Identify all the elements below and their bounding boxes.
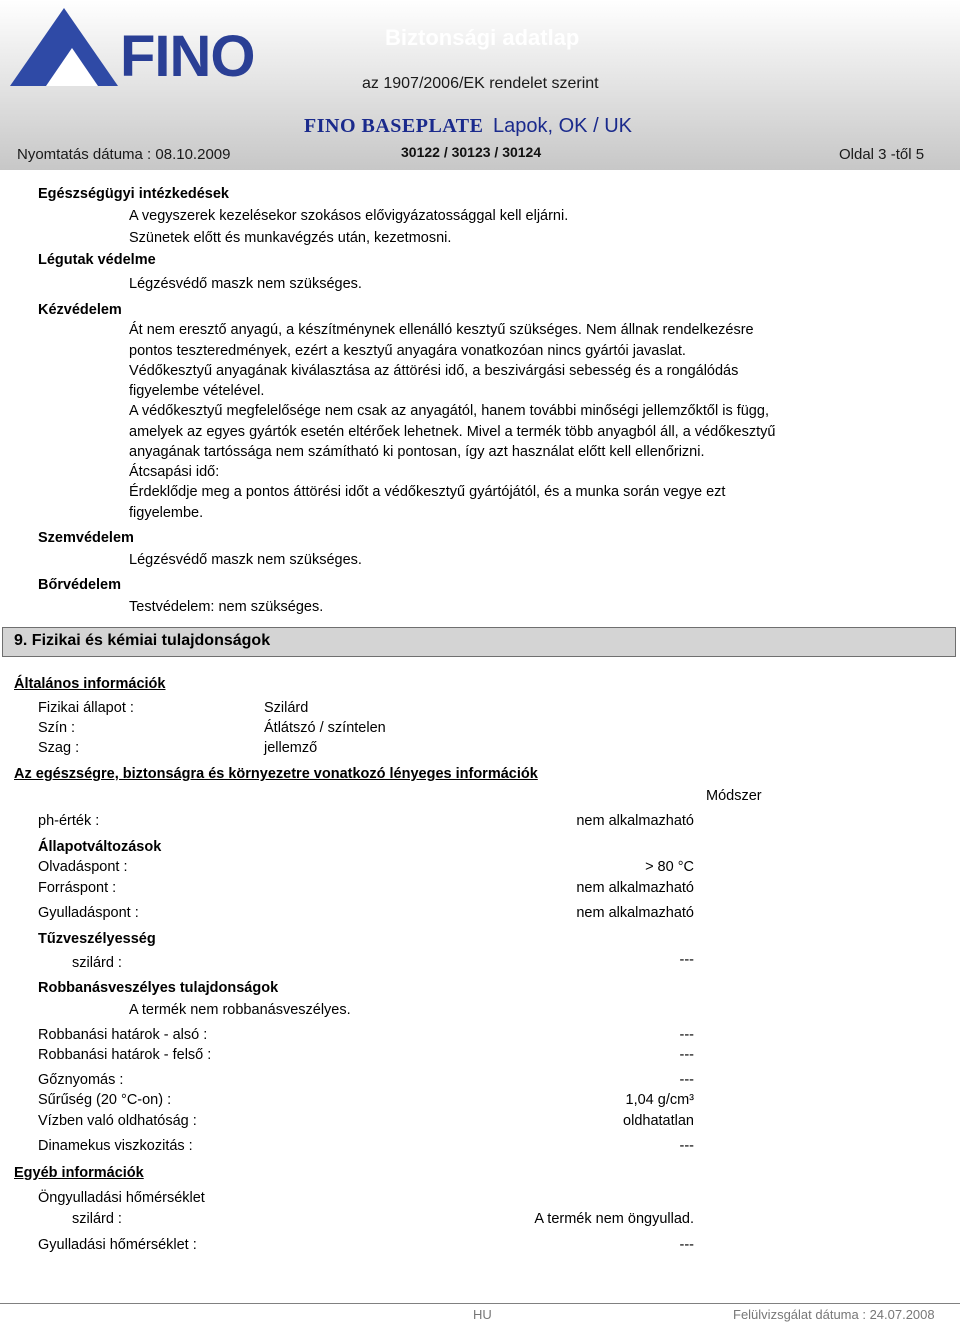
- melting-point-value: > 80 °C: [645, 859, 694, 875]
- relevant-info-heading: Az egészségre, biztonságra és környezetre vonatkozó lényeges információk: [14, 766, 538, 782]
- viscosity-label: Dinamekus viszkozitás :: [38, 1138, 193, 1154]
- footer-divider: [0, 1303, 960, 1304]
- respiratory-heading: Légutak védelme: [38, 252, 156, 268]
- hand-heading: Kézvédelem: [38, 302, 122, 318]
- flammability-solid-label: szilárd :: [72, 955, 122, 971]
- footer-revision-date: Felülvizsgálat dátuma : 24.07.2008: [733, 1307, 935, 1322]
- autoignition-solid-value: A termék nem öngyullad.: [534, 1211, 694, 1227]
- upper-limit-label: Robbanási határok - felső :: [38, 1047, 212, 1063]
- eye-text: Légzésvédő maszk nem szükséges.: [129, 552, 362, 568]
- section-9-title: 9. Fizikai és kémiai tulajdonságok: [14, 632, 271, 649]
- lower-limit-label: Robbanási határok - alsó :: [38, 1027, 208, 1043]
- logo-triangle-icon: [2, 2, 122, 90]
- product-name: FINO BASEPLATE: [304, 115, 484, 137]
- flammability-heading: Tűzveszélyesség: [38, 931, 156, 947]
- color-value: Átlátszó / színtelen: [264, 720, 386, 736]
- ph-label: ph-érték :: [38, 813, 100, 829]
- autoignition-label: Öngyulladási hőmérséklet: [38, 1190, 205, 1206]
- lower-limit-value: ---: [679, 1027, 694, 1043]
- general-info-heading: Általános információk: [14, 676, 166, 692]
- hand-text-line: amelyek az egyes gyártók esetén eltérőek lehetnek. Mivel a termék több anyagból áll, a védőkesztyű: [129, 424, 776, 440]
- odor-value: jellemző: [264, 740, 318, 756]
- method-label: Módszer: [706, 788, 762, 804]
- hand-text-line: Érdeklődje meg a pontos áttörési időt a védőkesztyű gyártójától, és a munka során vegye ezt: [129, 484, 726, 500]
- vapour-pressure-label: Gőznyomás :: [38, 1072, 124, 1088]
- flammability-solid-value: ---: [679, 952, 694, 968]
- hand-text-line: figyelembe vételével.: [129, 383, 265, 399]
- print-date: Nyomtatás dátuma : 08.10.2009: [17, 146, 231, 163]
- boiling-point-value: nem alkalmazható: [576, 880, 694, 896]
- hand-text-line: figyelembe.: [129, 505, 204, 521]
- eye-heading: Szemvédelem: [38, 530, 134, 546]
- melting-point-label: Olvadáspont :: [38, 859, 128, 875]
- flash-point-label: Gyulladáspont :: [38, 905, 139, 921]
- hand-text-line: A védőkesztyű megfelelősége nem csak az anyagától, hanem további minőségi jellemzőktől is függ,: [129, 403, 769, 419]
- autoignition-solid-label: szilárd :: [72, 1211, 122, 1227]
- ph-value: nem alkalmazható: [576, 813, 694, 829]
- solubility-label: Vízben való oldhatóság :: [38, 1113, 197, 1129]
- solubility-value: oldhatatlan: [623, 1113, 694, 1129]
- hand-text-line: pontos teszteredmények, ezért a kesztyű anyagára vonatkozóan nincs gyártói javaslat.: [129, 343, 686, 359]
- explosive-heading: Robbanásveszélyes tulajdonságok: [38, 980, 279, 996]
- physical-state-value: Szilárd: [264, 700, 309, 716]
- viscosity-value: ---: [679, 1138, 694, 1154]
- odor-label: Szag :: [38, 740, 80, 756]
- vapour-pressure-value: ---: [679, 1072, 694, 1088]
- hygiene-text-2: Szünetek előtt és munkavégzés után, kezetmosni.: [129, 230, 452, 246]
- color-label: Szín :: [38, 720, 76, 736]
- physical-state-label: Fizikai állapot :: [38, 700, 134, 716]
- density-label: Sűrűség (20 °C-on) :: [38, 1092, 172, 1108]
- hygiene-text-1: A vegyszerek kezelésekor szokásos elővigyázatossággal kell eljárni.: [129, 208, 569, 224]
- explosive-text: A termék nem robbanásveszélyes.: [129, 1002, 351, 1018]
- skin-text: Testvédelem: nem szükséges.: [129, 599, 324, 615]
- hygiene-heading: Egészségügyi intézkedések: [38, 186, 229, 202]
- product-form: Lapok, OK / UK: [493, 115, 632, 137]
- page-number: Oldal 3 -től 5: [839, 146, 925, 163]
- footer-language: HU: [473, 1307, 492, 1322]
- hand-text-line: anyagának tartóssága nem számítható ki pontosan, így azt használat előtt kell ellenőrizni.: [129, 444, 705, 460]
- ignition-temp-value: ---: [679, 1237, 694, 1253]
- ignition-temp-label: Gyulladási hőmérséklet :: [38, 1237, 197, 1253]
- product-codes: 30122 / 30123 / 30124: [401, 144, 542, 160]
- hand-text-line: Át nem eresztő anyagú, a készítménynek ellenálló kesztyű szükséges. Nem állnak rendelkezésre: [129, 322, 754, 338]
- upper-limit-value: ---: [679, 1047, 694, 1063]
- other-info-heading: Egyéb információk: [14, 1165, 144, 1181]
- logo-word: FINO: [120, 24, 255, 89]
- document-title: Biztonsági adatlap: [385, 25, 580, 50]
- hand-text-line: Átcsapási idő:: [129, 464, 220, 480]
- flash-point-value: nem alkalmazható: [576, 905, 694, 921]
- document-subtitle: az 1907/2006/EK rendelet szerint: [362, 75, 599, 92]
- density-value: 1,04 g/cm³: [625, 1092, 694, 1108]
- state-change-heading: Állapotváltozások: [38, 839, 162, 855]
- product-title: [304, 115, 632, 138]
- skin-heading: Bőrvédelem: [38, 577, 122, 593]
- respiratory-text: Légzésvédő maszk nem szükséges.: [129, 276, 362, 292]
- hand-text-line: Védőkesztyű anyagának kiválasztása az áttörési idő, a beszivárgási sebesség és a rongálódás: [129, 363, 739, 379]
- boiling-point-label: Forráspont :: [38, 880, 117, 896]
- fino-logo: [2, 2, 255, 90]
